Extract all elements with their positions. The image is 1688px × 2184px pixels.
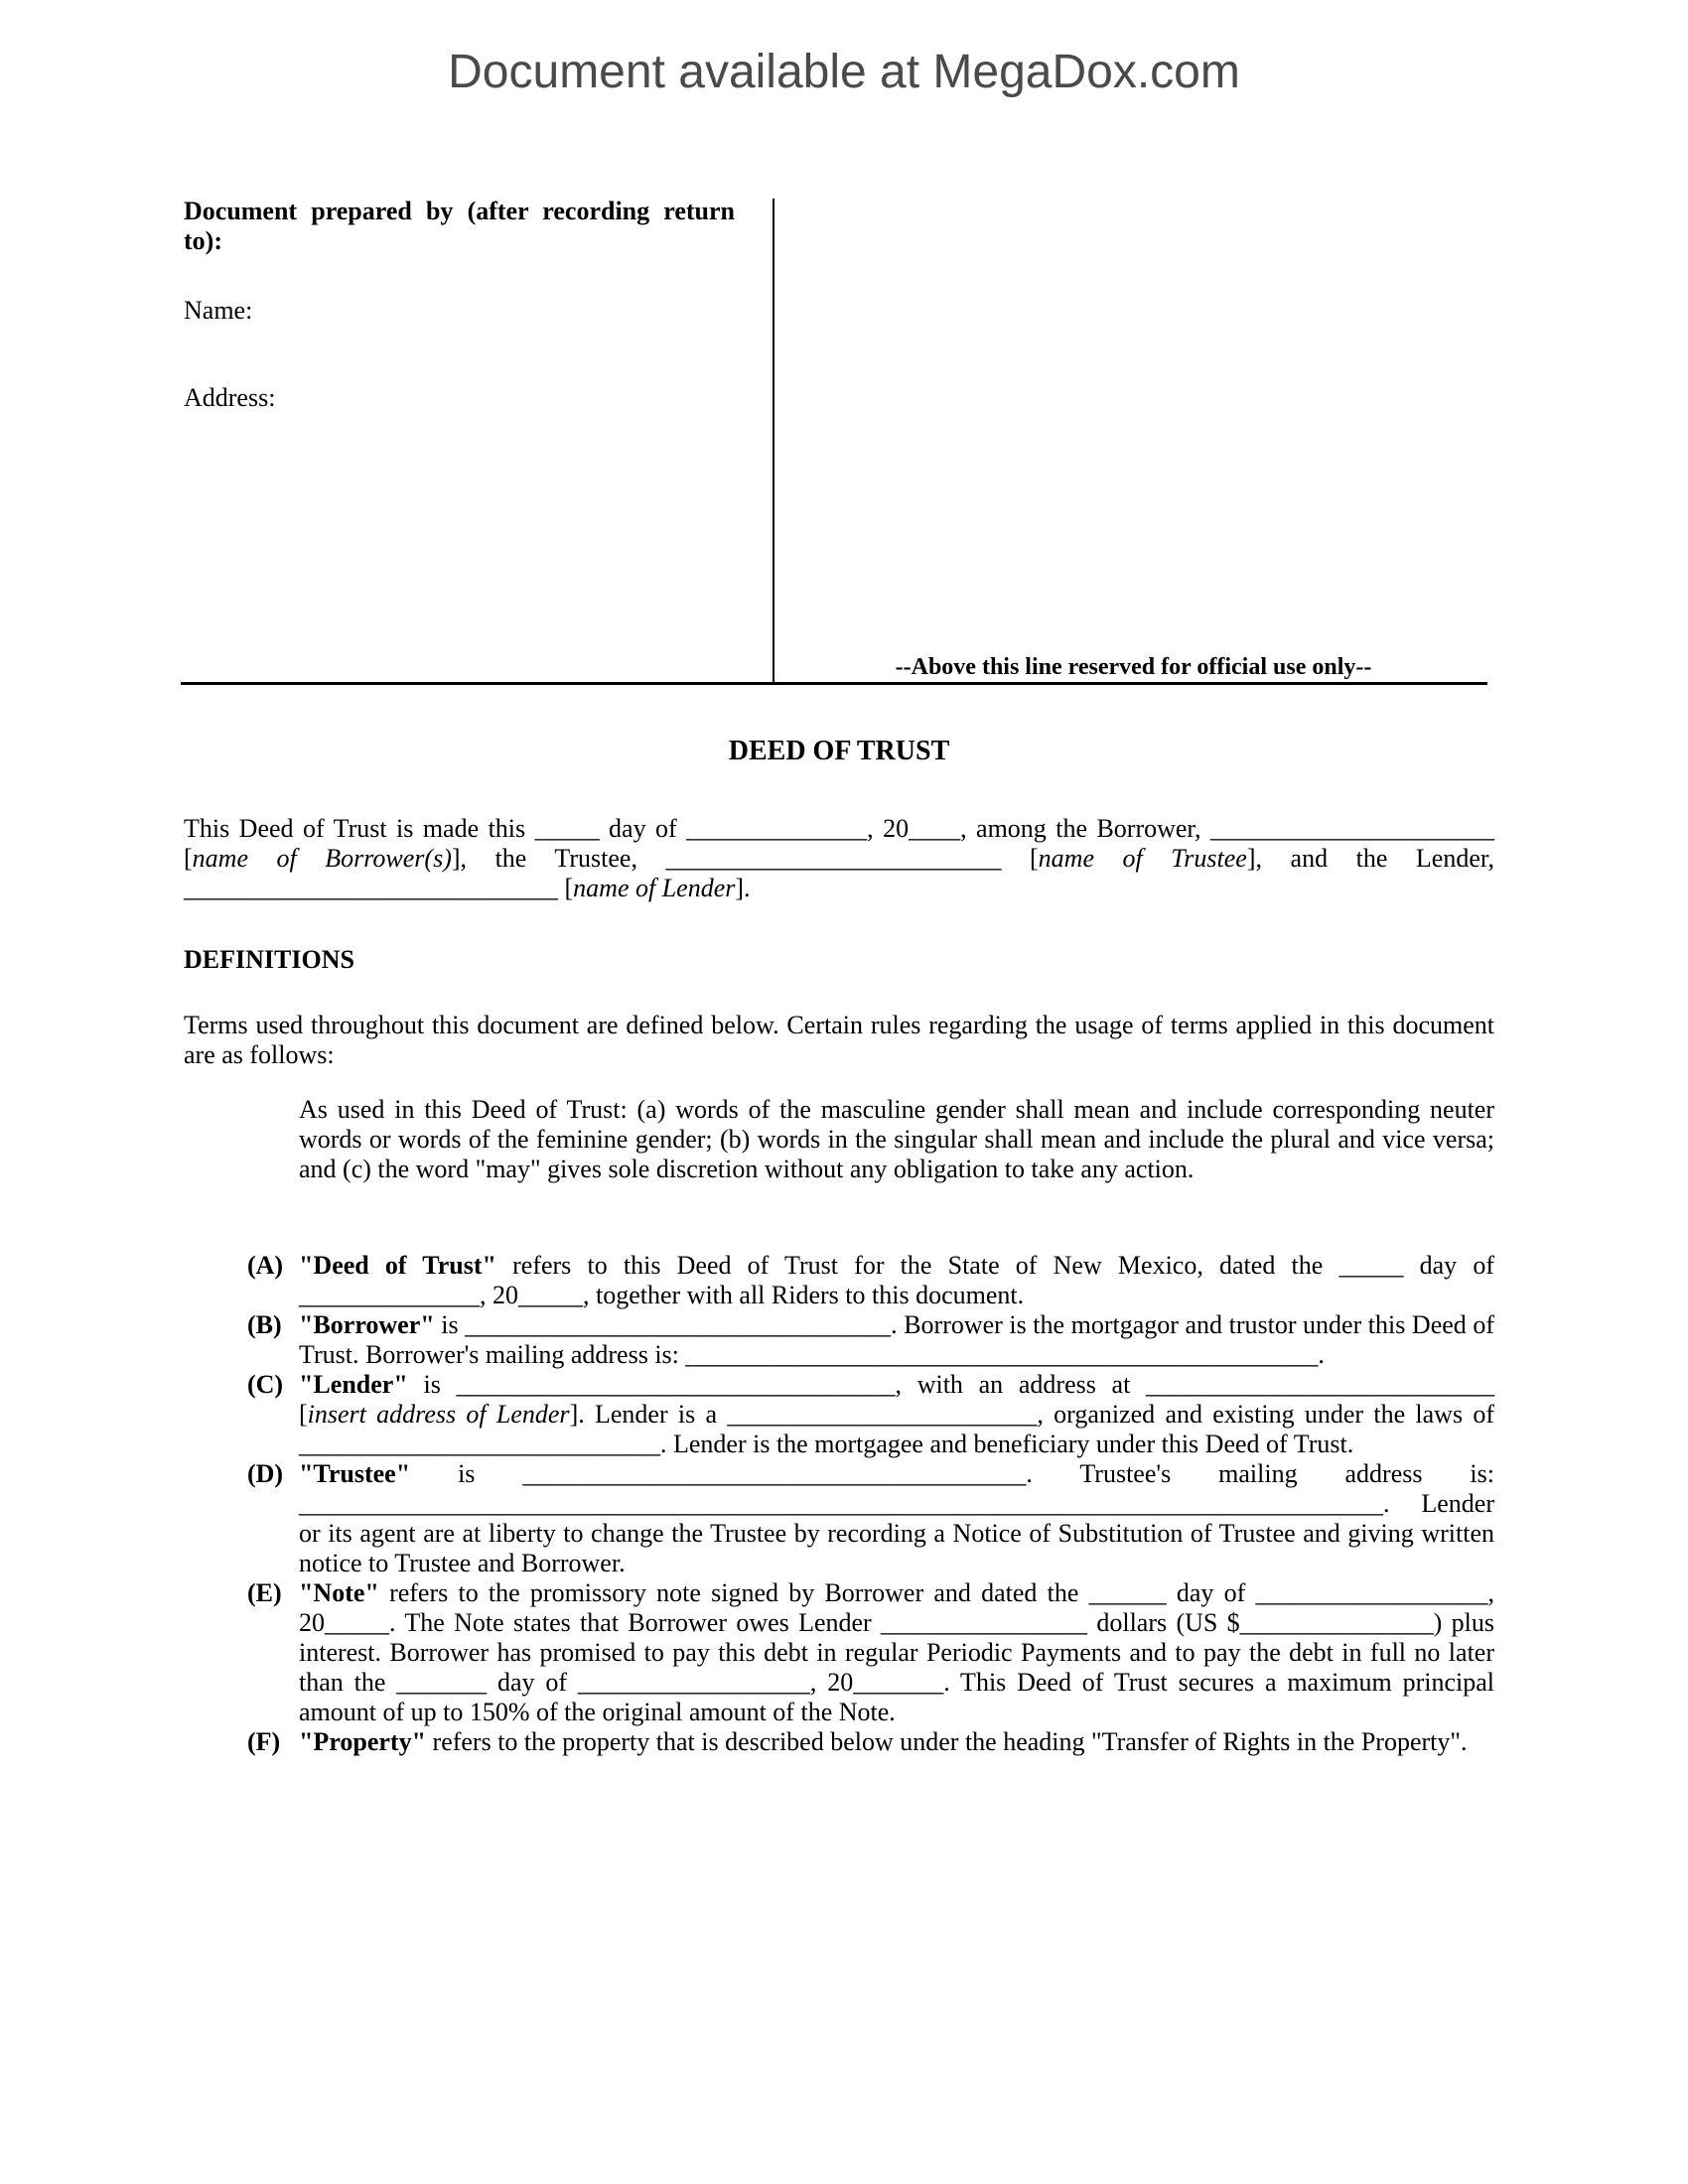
text-run: ____________________________________________________________________________________. <box>299 1489 1390 1518</box>
site-watermark-header: Document available at MegaDox.com <box>448 46 1240 98</box>
defined-term: "Borrower" <box>299 1310 435 1339</box>
definition-item-text <box>299 1310 1494 1369</box>
text-run: ]. Lender is a ________________________, organized and existing under the laws of ____________________________. Lender is the mortgagee and beneficiary under this Deed of Trust. <box>299 1400 1494 1458</box>
definitions-intro-paragraph: Terms used throughout this document are defined below. Certain rules regarding the usage of terms applied in this document are as follows: <box>184 1011 1494 1069</box>
defined-term: "Lender" <box>299 1370 408 1399</box>
prepared-by-heading: Document prepared by (after recording return to): <box>184 197 735 255</box>
section-rule <box>181 682 1487 685</box>
text-run: is __________________________________, with an address at ___________________________ [ <box>299 1370 1494 1429</box>
definition-item <box>184 1459 1494 1578</box>
text-run: is _________________________________. Borrower is the mortgagor and trustor under this Deed of Trust. Borrower's mailing address is: <box>299 1310 1494 1369</box>
text-run: refers to this Deed of Trust for the State of New Mexico, dated the _____ day of ______________, 20_____, together with all Riders to this document. <box>299 1251 1495 1309</box>
text-run: ], and the Lender, _____________________________ [ <box>184 844 1494 902</box>
definition-item-label: (F) <box>247 1727 281 1756</box>
document-title: DEED OF TRUST <box>728 736 950 766</box>
deed-body <box>184 737 1494 1757</box>
definition-item <box>184 1727 1494 1757</box>
usage-rules-paragraph: As used in this Deed of Trust: (a) words of the masculine gender shall mean and include corresponding neuter words or words of the feminine gender; (b) words in the singular shall mean and include the plural and vice versa; and (c) the word "may" gives sole discretion without any obligation to take any action. <box>299 1095 1494 1183</box>
definition-item-label: (D) <box>247 1459 284 1488</box>
column-divider-line <box>773 199 774 685</box>
placeholder-instruction: name of Trustee <box>1038 844 1247 873</box>
definition-item-label: (C) <box>247 1370 284 1399</box>
defined-term: "Trustee" <box>299 1459 411 1488</box>
definition-item-label: (E) <box>247 1578 282 1607</box>
definition-item-text <box>299 1459 1494 1577</box>
address-label: Address: <box>184 383 276 412</box>
definition-item <box>184 1578 1494 1727</box>
placeholder-instruction: insert address of Lender <box>307 1400 570 1429</box>
definition-item-text <box>299 1578 1494 1726</box>
definition-item <box>184 1310 1494 1370</box>
placeholder-instruction: name of Lender <box>573 874 736 902</box>
text-run: Lender or its agent are at liberty to change the Trustee by recording a Notice of Substitution of Trustee and giving written notice to Trustee and Borrower. <box>299 1489 1494 1577</box>
defined-term: "Note" <box>299 1578 379 1607</box>
definition-item-text <box>299 1370 1494 1458</box>
text-run: refers to the property that is described below under the heading "Transfer of Rights in the Property". <box>426 1727 1468 1756</box>
definition-item <box>184 1251 1494 1310</box>
defined-term: "Deed of Trust" <box>299 1251 496 1280</box>
definition-item-label: (B) <box>247 1310 282 1339</box>
definition-item-text <box>299 1727 1468 1756</box>
defined-term: "Property" <box>299 1727 427 1756</box>
text-run: is _______________________________________. Trustee's mailing address is: <box>410 1459 1494 1488</box>
text-run: ], the Trustee, __________________________ [ <box>451 844 1039 873</box>
official-use-note: --Above this line reserved for official use only-- <box>895 654 1372 680</box>
placeholder-instruction: name of Borrower(s) <box>192 844 452 873</box>
intro-paragraph <box>184 814 1494 903</box>
text-run: This Deed of Trust is made this _____ day of ______________, 20____, among the Borrower, ______________________ [ <box>184 814 1494 873</box>
name-label: Name: <box>184 296 253 325</box>
text-run: refers to the promissory note signed by Borrower and dated the ______ day of __________________, 20_____. The Note states that Borrower owes Lender ________________ dollars (US $_______________) plus interest. Borrower has promised to pay this debt in regular Periodic Payments and to pay the debt in full no later than the _______ day of __________________, 20_______. This Deed of Trust secures a maximum principal amount of up to 150% of the original amount of the Note. <box>299 1578 1494 1726</box>
text-run: ]. <box>735 874 751 902</box>
definition-item <box>184 1370 1494 1459</box>
definitions-list <box>184 1251 1494 1757</box>
recording-info-block <box>184 197 1494 685</box>
definitions-heading: DEFINITIONS <box>184 945 354 974</box>
definition-item-text <box>299 1251 1494 1309</box>
definition-item-label: (A) <box>247 1251 284 1280</box>
text-run: _________________________________________________. <box>685 1340 1325 1369</box>
